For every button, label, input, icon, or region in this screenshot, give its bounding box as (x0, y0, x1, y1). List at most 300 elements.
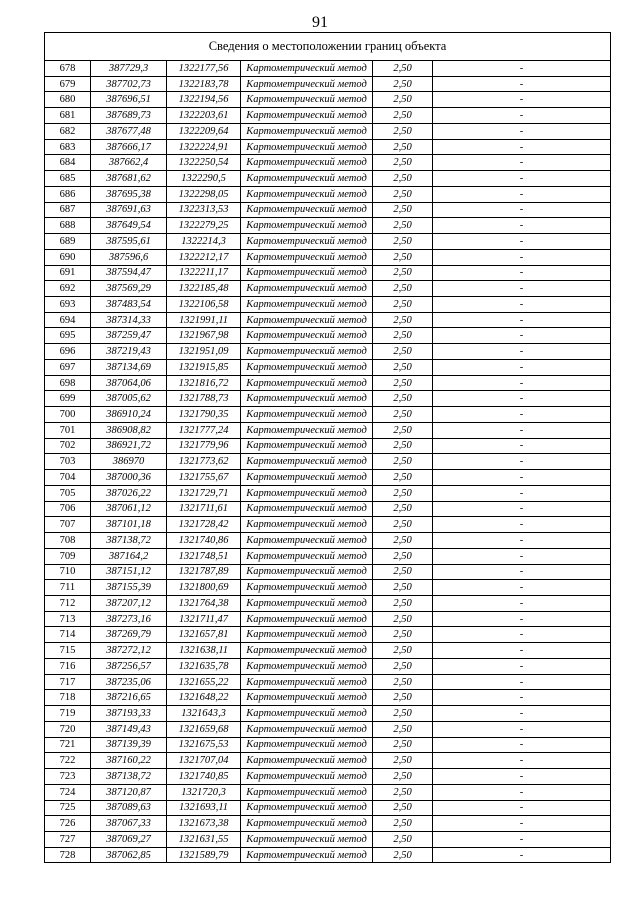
point-number-cell: 708 (45, 533, 91, 549)
x-coordinate-cell: 387677,48 (91, 123, 167, 139)
table-row (45, 407, 611, 423)
accuracy-cell: 2,50 (373, 438, 433, 454)
description-cell: - (433, 328, 611, 344)
y-coordinate-cell: 1322290,5 (167, 171, 241, 187)
table-row (45, 61, 611, 77)
point-number-cell: 682 (45, 123, 91, 139)
description-cell: - (433, 171, 611, 187)
x-coordinate-cell: 387702,73 (91, 76, 167, 92)
point-number-cell: 679 (45, 76, 91, 92)
y-coordinate-cell: 1321816,72 (167, 375, 241, 391)
table-row (45, 517, 611, 533)
method-cell: Картометрический метод (241, 297, 373, 313)
point-number-cell: 698 (45, 375, 91, 391)
accuracy-cell: 2,50 (373, 800, 433, 816)
point-number-cell: 716 (45, 658, 91, 674)
accuracy-cell: 2,50 (373, 265, 433, 281)
description-cell: - (433, 611, 611, 627)
accuracy-cell: 2,50 (373, 155, 433, 171)
table-row (45, 800, 611, 816)
x-coordinate-cell: 387193,33 (91, 706, 167, 722)
x-coordinate-cell: 387272,12 (91, 643, 167, 659)
point-number-cell: 694 (45, 312, 91, 328)
description-cell: - (433, 517, 611, 533)
y-coordinate-cell: 1321800,69 (167, 580, 241, 596)
x-coordinate-cell: 387695,38 (91, 186, 167, 202)
description-cell: - (433, 485, 611, 501)
method-cell: Картометрический метод (241, 407, 373, 423)
accuracy-cell: 2,50 (373, 281, 433, 297)
description-cell: - (433, 548, 611, 564)
point-number-cell: 725 (45, 800, 91, 816)
table-row (45, 831, 611, 847)
y-coordinate-cell: 1321773,62 (167, 454, 241, 470)
table-row (45, 265, 611, 281)
method-cell: Картометрический метод (241, 76, 373, 92)
method-cell: Картометрический метод (241, 312, 373, 328)
x-coordinate-cell: 387207,12 (91, 595, 167, 611)
table-row (45, 454, 611, 470)
y-coordinate-cell: 1321777,24 (167, 422, 241, 438)
table-row (45, 627, 611, 643)
table-row (45, 391, 611, 407)
y-coordinate-cell: 1322250,54 (167, 155, 241, 171)
method-cell: Картометрический метод (241, 171, 373, 187)
description-cell: - (433, 769, 611, 785)
x-coordinate-cell: 387120,87 (91, 784, 167, 800)
description-cell: - (433, 816, 611, 832)
description-cell: - (433, 234, 611, 250)
point-number-cell: 685 (45, 171, 91, 187)
point-number-cell: 713 (45, 611, 91, 627)
description-cell: - (433, 470, 611, 486)
method-cell: Картометрический метод (241, 249, 373, 265)
method-cell: Картометрический метод (241, 359, 373, 375)
point-number-cell: 722 (45, 753, 91, 769)
y-coordinate-cell: 1321951,09 (167, 344, 241, 360)
table-row (45, 249, 611, 265)
y-coordinate-cell: 1321740,86 (167, 533, 241, 549)
x-coordinate-cell: 387595,61 (91, 234, 167, 250)
x-coordinate-cell: 387005,62 (91, 391, 167, 407)
method-cell: Картометрический метод (241, 139, 373, 155)
description-cell: - (433, 123, 611, 139)
x-coordinate-cell: 387219,43 (91, 344, 167, 360)
description-cell: - (433, 580, 611, 596)
table-row (45, 816, 611, 832)
point-number-cell: 704 (45, 470, 91, 486)
table-row (45, 470, 611, 486)
x-coordinate-cell: 387089,63 (91, 800, 167, 816)
y-coordinate-cell: 1321673,38 (167, 816, 241, 832)
accuracy-cell: 2,50 (373, 753, 433, 769)
description-cell: - (433, 76, 611, 92)
accuracy-cell: 2,50 (373, 328, 433, 344)
point-number-cell: 696 (45, 344, 91, 360)
table-row (45, 123, 611, 139)
description-cell: - (433, 202, 611, 218)
method-cell: Картометрический метод (241, 281, 373, 297)
description-cell: - (433, 186, 611, 202)
x-coordinate-cell: 387269,79 (91, 627, 167, 643)
table-row (45, 847, 611, 863)
description-cell: - (433, 831, 611, 847)
accuracy-cell: 2,50 (373, 297, 433, 313)
accuracy-cell: 2,50 (373, 422, 433, 438)
table-row (45, 422, 611, 438)
table-row (45, 344, 611, 360)
method-cell: Картометрический метод (241, 643, 373, 659)
point-number-cell: 709 (45, 548, 91, 564)
description-cell: - (433, 312, 611, 328)
description-cell: - (433, 847, 611, 863)
point-number-cell: 715 (45, 643, 91, 659)
method-cell: Картометрический метод (241, 438, 373, 454)
boundary-coordinates-table (44, 32, 611, 863)
x-coordinate-cell: 386910,24 (91, 407, 167, 423)
y-coordinate-cell: 1322211,17 (167, 265, 241, 281)
description-cell: - (433, 92, 611, 108)
accuracy-cell: 2,50 (373, 784, 433, 800)
point-number-cell: 702 (45, 438, 91, 454)
description-cell: - (433, 249, 611, 265)
x-coordinate-cell: 387101,18 (91, 517, 167, 533)
y-coordinate-cell: 1322224,91 (167, 139, 241, 155)
description-cell: - (433, 721, 611, 737)
point-number-cell: 693 (45, 297, 91, 313)
y-coordinate-cell: 1321589,79 (167, 847, 241, 863)
table-row (45, 202, 611, 218)
x-coordinate-cell: 387729,3 (91, 61, 167, 77)
description-cell: - (433, 155, 611, 171)
table-row (45, 784, 611, 800)
description-cell: - (433, 643, 611, 659)
method-cell: Картометрический метод (241, 501, 373, 517)
method-cell: Картометрический метод (241, 123, 373, 139)
y-coordinate-cell: 1321787,89 (167, 564, 241, 580)
accuracy-cell: 2,50 (373, 831, 433, 847)
point-number-cell: 718 (45, 690, 91, 706)
table-row (45, 438, 611, 454)
accuracy-cell: 2,50 (373, 234, 433, 250)
table-row (45, 674, 611, 690)
accuracy-cell: 2,50 (373, 218, 433, 234)
table-row (45, 533, 611, 549)
y-coordinate-cell: 1321728,42 (167, 517, 241, 533)
method-cell: Картометрический метод (241, 422, 373, 438)
table-row (45, 234, 611, 250)
point-number-cell: 723 (45, 769, 91, 785)
accuracy-cell: 2,50 (373, 76, 433, 92)
table-row (45, 690, 611, 706)
point-number-cell: 717 (45, 674, 91, 690)
y-coordinate-cell: 1321643,3 (167, 706, 241, 722)
x-coordinate-cell: 387164,2 (91, 548, 167, 564)
x-coordinate-cell: 387594,47 (91, 265, 167, 281)
y-coordinate-cell: 1322203,61 (167, 108, 241, 124)
method-cell: Картометрический метод (241, 706, 373, 722)
table-row (45, 564, 611, 580)
method-cell: Картометрический метод (241, 548, 373, 564)
description-cell: - (433, 564, 611, 580)
x-coordinate-cell: 387139,39 (91, 737, 167, 753)
x-coordinate-cell: 387160,22 (91, 753, 167, 769)
accuracy-cell: 2,50 (373, 485, 433, 501)
y-coordinate-cell: 1322313,53 (167, 202, 241, 218)
accuracy-cell: 2,50 (373, 407, 433, 423)
x-coordinate-cell: 387259,47 (91, 328, 167, 344)
method-cell: Картометрический метод (241, 391, 373, 407)
x-coordinate-cell: 387069,27 (91, 831, 167, 847)
table-row (45, 737, 611, 753)
method-cell: Картометрический метод (241, 831, 373, 847)
x-coordinate-cell: 387689,73 (91, 108, 167, 124)
accuracy-cell: 2,50 (373, 564, 433, 580)
x-coordinate-cell: 387062,85 (91, 847, 167, 863)
point-number-cell: 689 (45, 234, 91, 250)
table-row (45, 611, 611, 627)
point-number-cell: 727 (45, 831, 91, 847)
description-cell: - (433, 438, 611, 454)
y-coordinate-cell: 1321720,3 (167, 784, 241, 800)
y-coordinate-cell: 1322106,58 (167, 297, 241, 313)
accuracy-cell: 2,50 (373, 359, 433, 375)
method-cell: Картометрический метод (241, 234, 373, 250)
x-coordinate-cell: 386970 (91, 454, 167, 470)
accuracy-cell: 2,50 (373, 139, 433, 155)
point-number-cell: 711 (45, 580, 91, 596)
x-coordinate-cell: 387064,06 (91, 375, 167, 391)
accuracy-cell: 2,50 (373, 627, 433, 643)
point-number-cell: 678 (45, 61, 91, 77)
x-coordinate-cell: 387662,4 (91, 155, 167, 171)
accuracy-cell: 2,50 (373, 721, 433, 737)
table-row (45, 769, 611, 785)
accuracy-cell: 2,50 (373, 249, 433, 265)
table-row (45, 721, 611, 737)
accuracy-cell: 2,50 (373, 674, 433, 690)
method-cell: Картометрический метод (241, 847, 373, 863)
point-number-cell: 688 (45, 218, 91, 234)
x-coordinate-cell: 387155,39 (91, 580, 167, 596)
point-number-cell: 707 (45, 517, 91, 533)
y-coordinate-cell: 1321790,35 (167, 407, 241, 423)
table-title: Сведения о местоположении границ объекта (45, 33, 611, 61)
method-cell: Картометрический метод (241, 690, 373, 706)
method-cell: Картометрический метод (241, 108, 373, 124)
description-cell: - (433, 265, 611, 281)
table-row (45, 485, 611, 501)
accuracy-cell: 2,50 (373, 61, 433, 77)
y-coordinate-cell: 1322177,56 (167, 61, 241, 77)
description-cell: - (433, 61, 611, 77)
description-cell: - (433, 344, 611, 360)
point-number-cell: 706 (45, 501, 91, 517)
point-number-cell: 703 (45, 454, 91, 470)
point-number-cell: 712 (45, 595, 91, 611)
table-row (45, 595, 611, 611)
table-row (45, 359, 611, 375)
x-coordinate-cell: 387061,12 (91, 501, 167, 517)
y-coordinate-cell: 1321711,61 (167, 501, 241, 517)
description-cell: - (433, 784, 611, 800)
x-coordinate-cell: 387256,57 (91, 658, 167, 674)
x-coordinate-cell: 387273,16 (91, 611, 167, 627)
point-number-cell: 728 (45, 847, 91, 863)
x-coordinate-cell: 387134,69 (91, 359, 167, 375)
table-row (45, 155, 611, 171)
y-coordinate-cell: 1321740,85 (167, 769, 241, 785)
accuracy-cell: 2,50 (373, 501, 433, 517)
description-cell: - (433, 690, 611, 706)
method-cell: Картометрический метод (241, 580, 373, 596)
accuracy-cell: 2,50 (373, 312, 433, 328)
method-cell: Картометрический метод (241, 769, 373, 785)
y-coordinate-cell: 1322183,78 (167, 76, 241, 92)
y-coordinate-cell: 1321631,55 (167, 831, 241, 847)
accuracy-cell: 2,50 (373, 186, 433, 202)
point-number-cell: 690 (45, 249, 91, 265)
table-row (45, 643, 611, 659)
table-body (45, 61, 611, 863)
table-row (45, 108, 611, 124)
method-cell: Картометрический метод (241, 328, 373, 344)
description-cell: - (433, 375, 611, 391)
description-cell: - (433, 108, 611, 124)
accuracy-cell: 2,50 (373, 580, 433, 596)
description-cell: - (433, 297, 611, 313)
point-number-cell: 721 (45, 737, 91, 753)
accuracy-cell: 2,50 (373, 470, 433, 486)
y-coordinate-cell: 1321693,11 (167, 800, 241, 816)
description-cell: - (433, 501, 611, 517)
accuracy-cell: 2,50 (373, 202, 433, 218)
table-row (45, 548, 611, 564)
y-coordinate-cell: 1321764,38 (167, 595, 241, 611)
x-coordinate-cell: 387235,06 (91, 674, 167, 690)
point-number-cell: 724 (45, 784, 91, 800)
method-cell: Картометрический метод (241, 485, 373, 501)
y-coordinate-cell: 1321659,68 (167, 721, 241, 737)
y-coordinate-cell: 1322212,17 (167, 249, 241, 265)
table-row (45, 186, 611, 202)
y-coordinate-cell: 1321635,78 (167, 658, 241, 674)
description-cell: - (433, 800, 611, 816)
x-coordinate-cell: 387138,72 (91, 533, 167, 549)
accuracy-cell: 2,50 (373, 706, 433, 722)
x-coordinate-cell: 387483,54 (91, 297, 167, 313)
method-cell: Картометрический метод (241, 737, 373, 753)
description-cell: - (433, 422, 611, 438)
description-cell: - (433, 359, 611, 375)
x-coordinate-cell: 387649,54 (91, 218, 167, 234)
point-number-cell: 686 (45, 186, 91, 202)
table-row (45, 753, 611, 769)
point-number-cell: 683 (45, 139, 91, 155)
y-coordinate-cell: 1321967,98 (167, 328, 241, 344)
point-number-cell: 719 (45, 706, 91, 722)
description-cell: - (433, 407, 611, 423)
y-coordinate-cell: 1321788,73 (167, 391, 241, 407)
method-cell: Картометрический метод (241, 816, 373, 832)
point-number-cell: 697 (45, 359, 91, 375)
x-coordinate-cell: 387681,62 (91, 171, 167, 187)
description-cell: - (433, 595, 611, 611)
accuracy-cell: 2,50 (373, 548, 433, 564)
accuracy-cell: 2,50 (373, 171, 433, 187)
description-cell: - (433, 281, 611, 297)
y-coordinate-cell: 1322298,05 (167, 186, 241, 202)
method-cell: Картометрический метод (241, 753, 373, 769)
y-coordinate-cell: 1321729,71 (167, 485, 241, 501)
method-cell: Картометрический метод (241, 454, 373, 470)
y-coordinate-cell: 1322279,25 (167, 218, 241, 234)
description-cell: - (433, 627, 611, 643)
accuracy-cell: 2,50 (373, 737, 433, 753)
point-number-cell: 691 (45, 265, 91, 281)
point-number-cell: 701 (45, 422, 91, 438)
page-number: 91 (312, 14, 328, 31)
method-cell: Картометрический метод (241, 784, 373, 800)
point-number-cell: 687 (45, 202, 91, 218)
accuracy-cell: 2,50 (373, 595, 433, 611)
method-cell: Картометрический метод (241, 202, 373, 218)
y-coordinate-cell: 1321755,67 (167, 470, 241, 486)
point-number-cell: 681 (45, 108, 91, 124)
method-cell: Картометрический метод (241, 155, 373, 171)
accuracy-cell: 2,50 (373, 816, 433, 832)
accuracy-cell: 2,50 (373, 92, 433, 108)
description-cell: - (433, 706, 611, 722)
method-cell: Картометрический метод (241, 470, 373, 486)
accuracy-cell: 2,50 (373, 658, 433, 674)
method-cell: Картометрический метод (241, 344, 373, 360)
y-coordinate-cell: 1322214,3 (167, 234, 241, 250)
x-coordinate-cell: 387138,72 (91, 769, 167, 785)
table-row (45, 76, 611, 92)
y-coordinate-cell: 1322209,64 (167, 123, 241, 139)
description-cell: - (433, 391, 611, 407)
accuracy-cell: 2,50 (373, 517, 433, 533)
accuracy-cell: 2,50 (373, 123, 433, 139)
x-coordinate-cell: 387696,51 (91, 92, 167, 108)
description-cell: - (433, 737, 611, 753)
x-coordinate-cell: 387569,29 (91, 281, 167, 297)
point-number-cell: 692 (45, 281, 91, 297)
point-number-cell: 705 (45, 485, 91, 501)
point-number-cell: 720 (45, 721, 91, 737)
description-cell: - (433, 753, 611, 769)
method-cell: Картометрический метод (241, 61, 373, 77)
point-number-cell: 695 (45, 328, 91, 344)
description-cell: - (433, 139, 611, 155)
x-coordinate-cell: 387216,65 (91, 690, 167, 706)
x-coordinate-cell: 387149,43 (91, 721, 167, 737)
table-row (45, 580, 611, 596)
y-coordinate-cell: 1321915,85 (167, 359, 241, 375)
method-cell: Картометрический метод (241, 674, 373, 690)
description-cell: - (433, 674, 611, 690)
table-title-row (45, 33, 611, 61)
accuracy-cell: 2,50 (373, 108, 433, 124)
x-coordinate-cell: 387691,63 (91, 202, 167, 218)
point-number-cell: 714 (45, 627, 91, 643)
method-cell: Картометрический метод (241, 533, 373, 549)
table-row (45, 218, 611, 234)
table-row (45, 139, 611, 155)
y-coordinate-cell: 1321991,11 (167, 312, 241, 328)
method-cell: Картометрический метод (241, 375, 373, 391)
